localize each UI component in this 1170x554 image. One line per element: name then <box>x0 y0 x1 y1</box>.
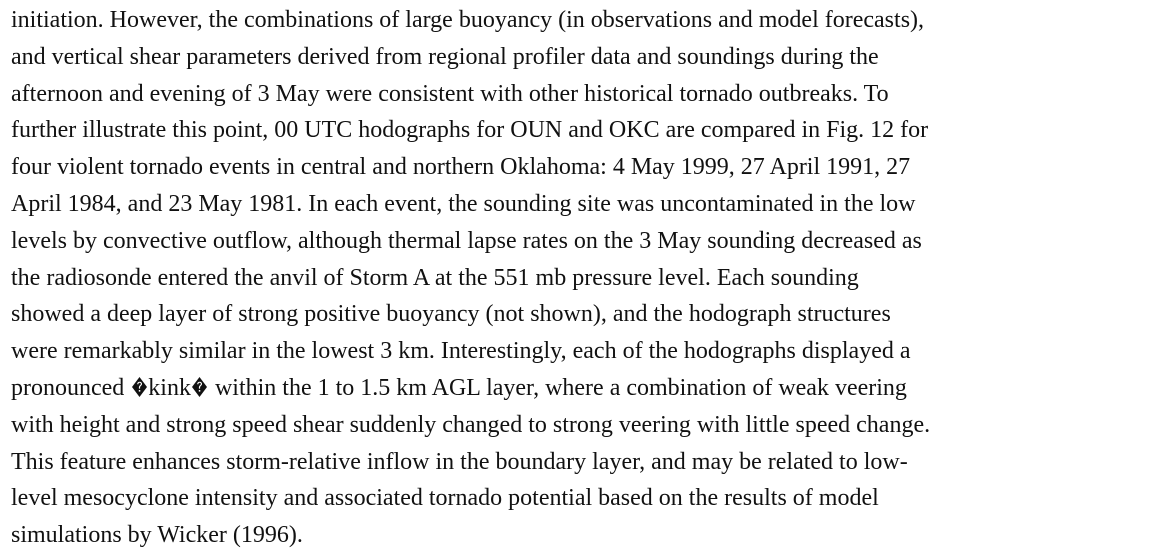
text-segment-before-kink: pronounced <box>11 374 131 401</box>
question-diamond-icon <box>131 376 148 398</box>
text-line-12: with height and strong speed shear suddenly changed to strong veering with little speed change. <box>11 411 931 438</box>
text-line-11 <box>11 370 1170 407</box>
text-line-5: four violent tornado events in central and northern Oklahoma: 4 May 1999, 27 April 1991, 27 <box>11 154 911 181</box>
text-line-2: and vertical shear parameters derived from regional profiler data and soundings during the <box>11 43 879 70</box>
document-paragraph <box>11 2 1170 554</box>
text-line-10: were remarkably similar in the lowest 3 km. Interestingly, each of the hodographs displayed a <box>11 338 911 365</box>
question-diamond-icon <box>191 376 208 398</box>
text-line-7: levels by convective outflow, although thermal lapse rates on the 3 May sounding decreased as <box>11 227 922 254</box>
text-line-8: the radiosonde entered the anvil of Storm A at the 551 mb pressure level. Each sounding <box>11 264 859 291</box>
text-line-4: further illustrate this point, 00 UTC hodographs for OUN and OKC are compared in Fig. 12 for <box>11 117 929 144</box>
text-line-9: showed a deep layer of strong positive buoyancy (not shown), and the hodograph structures <box>11 301 891 328</box>
text-line-6: April 1984, and 23 May 1981. In each event, the sounding site was uncontaminated in the low <box>11 190 916 217</box>
text-line-13: This feature enhances storm-relative inflow in the boundary layer, and may be related to low- <box>11 448 908 475</box>
text-line-3: afternoon and evening of 3 May were consistent with other historical tornado outbreaks. To <box>11 80 889 107</box>
text-line-15: simulations by Wicker (1996). <box>11 522 303 549</box>
text-line-1: initiation. However, the combinations of large buoyancy (in observations and model forecasts), <box>11 7 925 33</box>
text-segment-after-kink: within the 1 to 1.5 km AGL layer, where a combination of weak veering <box>208 374 907 401</box>
text-kink-word: kink <box>148 374 191 401</box>
text-line-14: level mesocyclone intensity and associated tornado potential based on the results of model <box>11 485 879 512</box>
